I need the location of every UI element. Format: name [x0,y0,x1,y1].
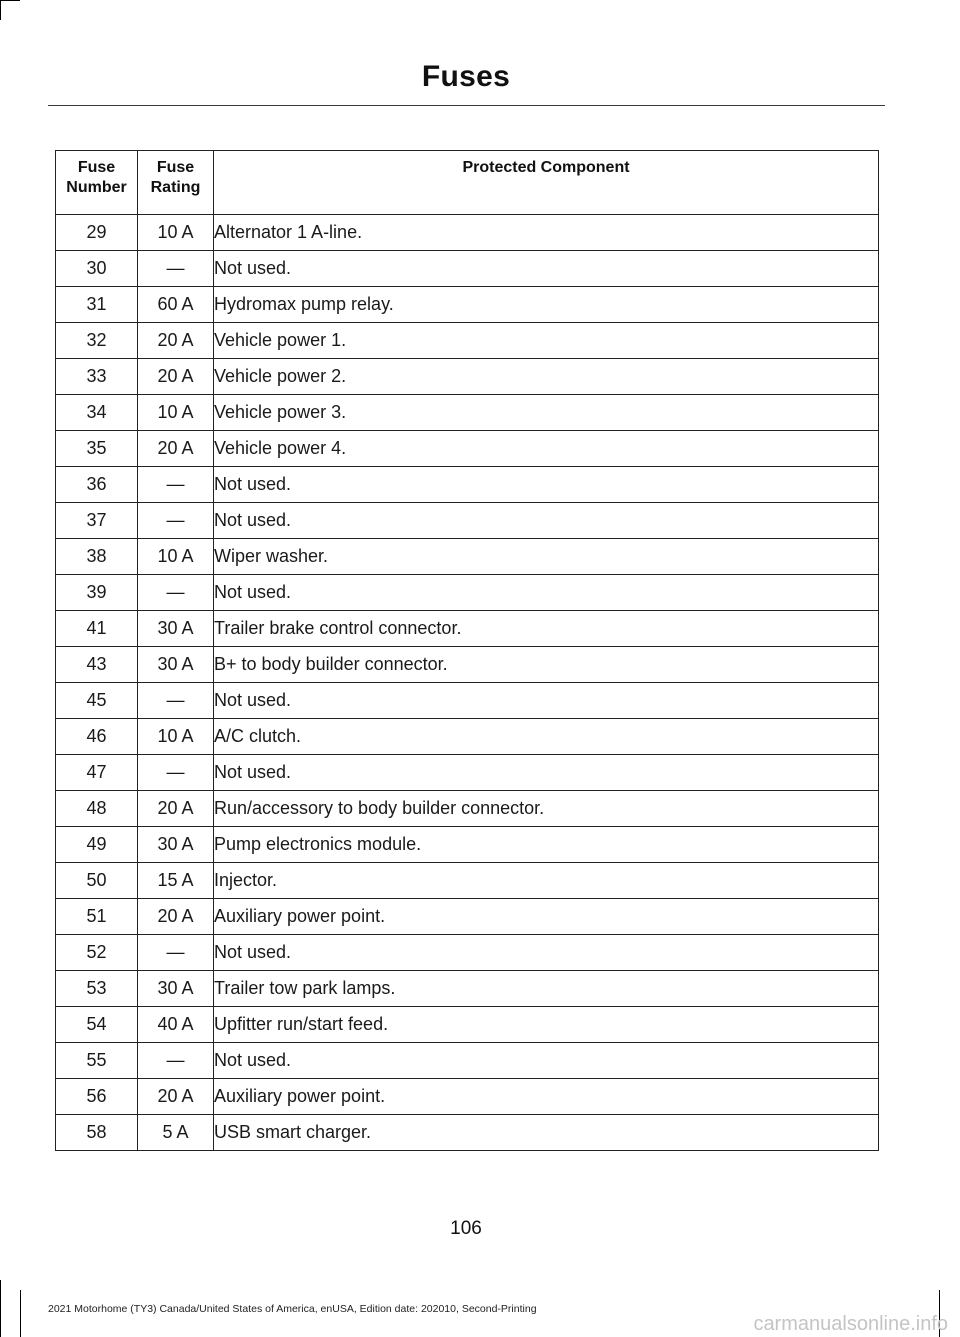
table-row [56,539,879,575]
fuse-rating: 30 A [138,611,214,647]
table-row [56,755,879,791]
fuse-rating: — [138,935,214,971]
table-row [56,683,879,719]
fuse-number: 50 [56,863,138,899]
fuse-number: 33 [56,359,138,395]
fuse-rating: 20 A [138,431,214,467]
protected-component: Auxiliary power point. [214,899,879,935]
table-row [56,935,879,971]
protected-component: Not used. [214,755,879,791]
page-number: 106 [450,1218,482,1239]
table-row [56,395,879,431]
table-row [56,503,879,539]
protected-component: Vehicle power 3. [214,395,879,431]
title-divider [48,105,885,106]
protected-component: Vehicle power 2. [214,359,879,395]
protected-component: Injector. [214,863,879,899]
protected-component: Not used. [214,503,879,539]
fuse-number: 37 [56,503,138,539]
fuse-rating: 10 A [138,539,214,575]
protected-component: USB smart charger. [214,1115,879,1151]
fuse-number: 49 [56,827,138,863]
table-row [56,647,879,683]
protected-component: Wiper washer. [214,539,879,575]
fuse-rating: 20 A [138,359,214,395]
fuse-rating: 20 A [138,1079,214,1115]
fuse-rating: 30 A [138,827,214,863]
fuse-rating: 40 A [138,1007,214,1043]
table-row [56,791,879,827]
table-row [56,323,879,359]
fuse-rating: — [138,251,214,287]
fuse-number: 48 [56,791,138,827]
fuse-rating: 10 A [138,215,214,251]
protected-component: Vehicle power 4. [214,431,879,467]
fuse-rating: 20 A [138,899,214,935]
fuse-number: 45 [56,683,138,719]
table-row [56,971,879,1007]
protected-component: Not used. [214,251,879,287]
fuse-number: 56 [56,1079,138,1115]
fuse-rating: — [138,683,214,719]
fuse-number: 29 [56,215,138,251]
fuse-rating: 20 A [138,323,214,359]
crop-mark-bottom-left-v2 [20,1290,21,1337]
fuse-number: 55 [56,1043,138,1079]
table-header-row [56,151,879,215]
protected-component: Run/accessory to body builder connector. [214,791,879,827]
table-row [56,467,879,503]
protected-component: Not used. [214,935,879,971]
protected-component: Vehicle power 1. [214,323,879,359]
fuse-number: 35 [56,431,138,467]
table-row [56,215,879,251]
table-row [56,1115,879,1151]
fuse-number: 46 [56,719,138,755]
fuse-rating: — [138,467,214,503]
fuse-number: 51 [56,899,138,935]
protected-component: Pump electronics module. [214,827,879,863]
table-row [56,827,879,863]
crop-mark-top-left [0,0,1,20]
fuse-number: 36 [56,467,138,503]
fuse-rating: 30 A [138,647,214,683]
fuse-number: 52 [56,935,138,971]
fuse-rating: — [138,575,214,611]
table-row [56,359,879,395]
fuse-number: 43 [56,647,138,683]
protected-component: Trailer tow park lamps. [214,971,879,1007]
table-row [56,575,879,611]
fuse-rating: 5 A [138,1115,214,1151]
fuse-number: 30 [56,251,138,287]
fuse-rating: 10 A [138,395,214,431]
fuse-number: 41 [56,611,138,647]
fuse-number: 32 [56,323,138,359]
fuse-rating: — [138,503,214,539]
protected-component: Alternator 1 A-line. [214,215,879,251]
fuse-number: 53 [56,971,138,1007]
protected-component: Not used. [214,575,879,611]
header-fuse-number: Fuse Number [56,151,138,215]
fuse-number: 54 [56,1007,138,1043]
protected-component: Hydromax pump relay. [214,287,879,323]
table-row [56,899,879,935]
protected-component: Trailer brake control connector. [214,611,879,647]
edition-footer: 2021 Motorhome (TY3) Canada/United States of America, enUSA, Edition date: 202010, Second-Printing [48,1303,537,1315]
fuse-number: 38 [56,539,138,575]
crop-mark-bottom-left [0,1280,1,1337]
table-row [56,251,879,287]
fuse-rating: 20 A [138,791,214,827]
crop-mark-top-left-h [0,0,20,1]
table-row [56,719,879,755]
protected-component: A/C clutch. [214,719,879,755]
table-row [56,1043,879,1079]
fuse-table [55,150,879,1151]
protected-component: Not used. [214,467,879,503]
fuse-number: 34 [56,395,138,431]
fuse-number: 31 [56,287,138,323]
fuse-number: 47 [56,755,138,791]
table-row [56,611,879,647]
fuse-number: 58 [56,1115,138,1151]
fuse-rating: 10 A [138,719,214,755]
table-row [56,287,879,323]
fuse-rating: 30 A [138,971,214,1007]
protected-component: Not used. [214,683,879,719]
fuse-rating: 15 A [138,863,214,899]
fuse-rating: 60 A [138,287,214,323]
protected-component: Auxiliary power point. [214,1079,879,1115]
fuse-number: 39 [56,575,138,611]
table-row [56,1079,879,1115]
fuse-rating: — [138,1043,214,1079]
page-title: Fuses [421,60,511,93]
protected-component: Upfitter run/start feed. [214,1007,879,1043]
header-protected-component: Protected Component [214,151,879,215]
table-row [56,1007,879,1043]
watermark: carmanualsonline.info [753,1313,948,1335]
header-fuse-rating: Fuse Rating [138,151,214,215]
table-row [56,863,879,899]
fuse-rating: — [138,755,214,791]
protected-component: B+ to body builder connector. [214,647,879,683]
protected-component: Not used. [214,1043,879,1079]
table-row [56,431,879,467]
